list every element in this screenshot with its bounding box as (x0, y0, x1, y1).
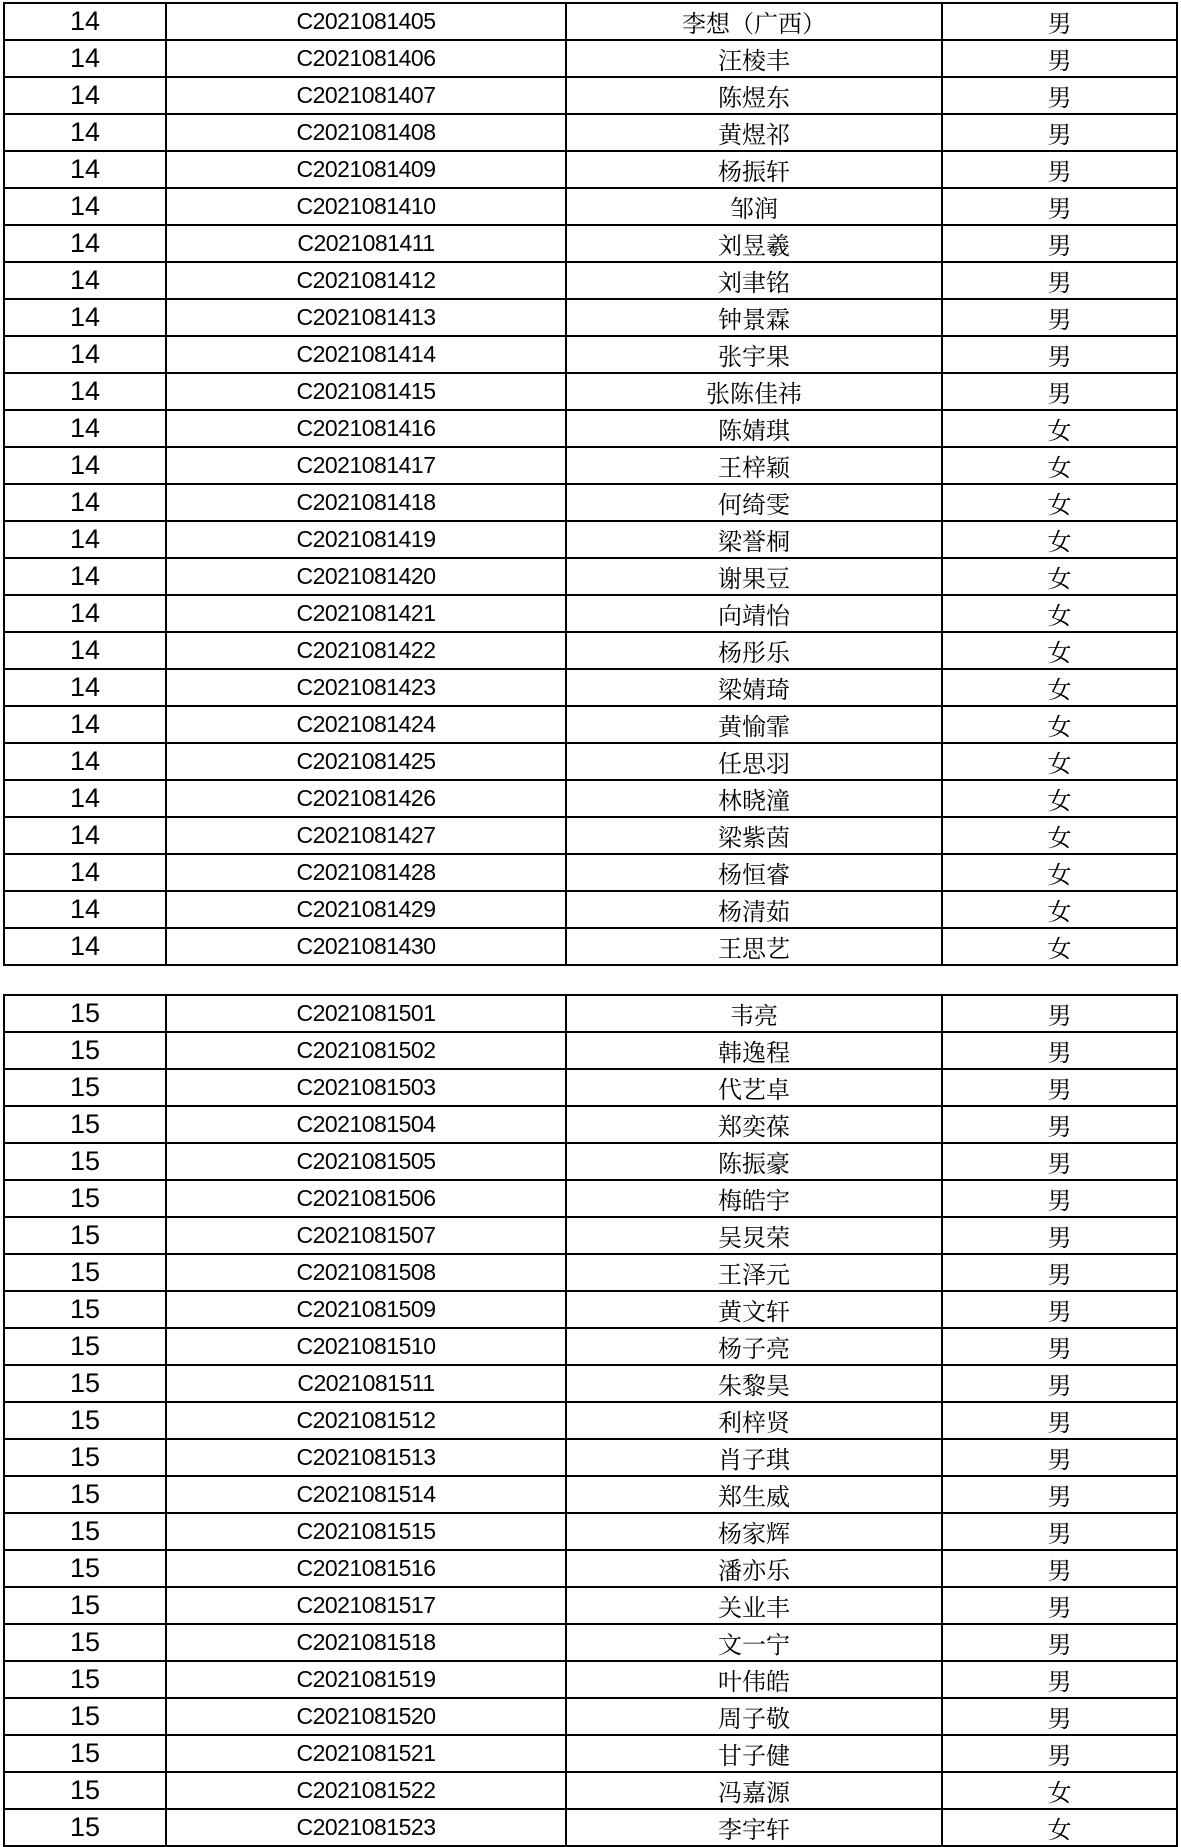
student-name-cell: 梅皓宇 (566, 1180, 942, 1217)
gender-cell: 女 (942, 706, 1177, 743)
gender-cell: 男 (942, 336, 1177, 373)
class-cell: 15 (4, 1069, 166, 1106)
table-row (4, 1180, 1177, 1217)
table-row (4, 558, 1177, 595)
gender-cell: 男 (942, 1106, 1177, 1143)
gender-cell: 女 (942, 632, 1177, 669)
gender-cell: 男 (942, 1032, 1177, 1069)
student-name-cell: 韩逸程 (566, 1032, 942, 1069)
student-id-cell: C2021081422 (166, 632, 566, 669)
table-row (4, 1661, 1177, 1698)
table-row (4, 1513, 1177, 1550)
class-cell: 15 (4, 1328, 166, 1365)
gender-cell: 女 (942, 484, 1177, 521)
class-cell: 14 (4, 77, 166, 114)
student-id-cell: C2021081427 (166, 817, 566, 854)
table-row (4, 1698, 1177, 1735)
student-id-cell: C2021081513 (166, 1439, 566, 1476)
student-id-cell: C2021081522 (166, 1772, 566, 1809)
student-id-cell: C2021081407 (166, 77, 566, 114)
student-id-cell: C2021081410 (166, 188, 566, 225)
table-row (4, 1624, 1177, 1661)
student-id-cell: C2021081508 (166, 1254, 566, 1291)
student-name-cell: 利梓贤 (566, 1402, 942, 1439)
gender-cell: 男 (942, 1698, 1177, 1735)
class-cell: 14 (4, 595, 166, 632)
gender-cell: 女 (942, 447, 1177, 484)
student-name-cell: 梁婧琦 (566, 669, 942, 706)
student-id-cell: C2021081515 (166, 1513, 566, 1550)
table-row (4, 706, 1177, 743)
class-cell: 15 (4, 1439, 166, 1476)
class-cell: 14 (4, 225, 166, 262)
table-row (4, 1032, 1177, 1069)
class-cell: 14 (4, 558, 166, 595)
student-name-cell: 梁誉桐 (566, 521, 942, 558)
class-cell: 15 (4, 1513, 166, 1550)
student-name-cell: 杨恒睿 (566, 854, 942, 891)
roster-table-body (4, 3, 1177, 965)
class-cell: 15 (4, 1809, 166, 1846)
table-row (4, 3, 1177, 40)
table-row (4, 1587, 1177, 1624)
table-row (4, 447, 1177, 484)
gender-cell: 男 (942, 299, 1177, 336)
class-cell: 14 (4, 632, 166, 669)
gender-cell: 女 (942, 595, 1177, 632)
student-name-cell: 向靖怡 (566, 595, 942, 632)
class-cell: 14 (4, 188, 166, 225)
student-id-cell: C2021081415 (166, 373, 566, 410)
student-id-cell: C2021081409 (166, 151, 566, 188)
student-id-cell: C2021081418 (166, 484, 566, 521)
gender-cell: 女 (942, 928, 1177, 965)
student-id-cell: C2021081417 (166, 447, 566, 484)
class-cell: 14 (4, 373, 166, 410)
student-name-cell: 梁紫茵 (566, 817, 942, 854)
table-row (4, 151, 1177, 188)
gender-cell: 男 (942, 1365, 1177, 1402)
student-name-cell: 文一宁 (566, 1624, 942, 1661)
class-cell: 15 (4, 1180, 166, 1217)
gender-cell: 男 (942, 114, 1177, 151)
gender-cell: 女 (942, 410, 1177, 447)
student-id-cell: C2021081512 (166, 1402, 566, 1439)
class-cell: 14 (4, 299, 166, 336)
student-name-cell: 林晓潼 (566, 780, 942, 817)
class-cell: 14 (4, 780, 166, 817)
table-row (4, 1217, 1177, 1254)
table-row (4, 188, 1177, 225)
table-row (4, 225, 1177, 262)
student-name-cell: 刘昱羲 (566, 225, 942, 262)
gender-cell: 男 (942, 225, 1177, 262)
student-id-cell: C2021081421 (166, 595, 566, 632)
class-cell: 15 (4, 1291, 166, 1328)
student-name-cell: 张宇果 (566, 336, 942, 373)
gender-cell: 女 (942, 1772, 1177, 1809)
student-id-cell: C2021081511 (166, 1365, 566, 1402)
student-name-cell: 肖子琪 (566, 1439, 942, 1476)
student-id-cell: C2021081510 (166, 1328, 566, 1365)
table-row (4, 595, 1177, 632)
class-cell: 14 (4, 817, 166, 854)
gender-cell: 男 (942, 151, 1177, 188)
gender-cell: 男 (942, 1550, 1177, 1587)
student-id-cell: C2021081420 (166, 558, 566, 595)
gender-cell: 男 (942, 1587, 1177, 1624)
student-name-cell: 李想（广西） (566, 3, 942, 40)
student-name-cell: 王泽元 (566, 1254, 942, 1291)
class-cell: 15 (4, 1550, 166, 1587)
table-row (4, 484, 1177, 521)
gender-cell: 女 (942, 817, 1177, 854)
table-row (4, 1550, 1177, 1587)
class-cell: 15 (4, 1476, 166, 1513)
student-name-cell: 吴炅荣 (566, 1217, 942, 1254)
student-id-cell: C2021081503 (166, 1069, 566, 1106)
student-name-cell: 陈婧琪 (566, 410, 942, 447)
class-cell: 15 (4, 995, 166, 1032)
student-name-cell: 朱黎昊 (566, 1365, 942, 1402)
gender-cell: 男 (942, 1735, 1177, 1772)
table-row (4, 1254, 1177, 1291)
roster-table-class-15 (3, 994, 1178, 1847)
table-row (4, 669, 1177, 706)
student-name-cell: 杨清茹 (566, 891, 942, 928)
table-row (4, 1365, 1177, 1402)
gender-cell: 男 (942, 1180, 1177, 1217)
table-row (4, 995, 1177, 1032)
student-name-cell: 何绮雯 (566, 484, 942, 521)
student-id-cell: C2021081519 (166, 1661, 566, 1698)
gender-cell: 女 (942, 780, 1177, 817)
student-id-cell: C2021081419 (166, 521, 566, 558)
student-name-cell: 杨彤乐 (566, 632, 942, 669)
table-row (4, 299, 1177, 336)
student-name-cell: 代艺卓 (566, 1069, 942, 1106)
class-cell: 14 (4, 447, 166, 484)
roster-table-class-14 (3, 2, 1178, 966)
gender-cell: 男 (942, 1143, 1177, 1180)
student-name-cell: 谢果豆 (566, 558, 942, 595)
gender-cell: 女 (942, 743, 1177, 780)
student-id-cell: C2021081424 (166, 706, 566, 743)
student-id-cell: C2021081406 (166, 40, 566, 77)
student-name-cell: 刘聿铭 (566, 262, 942, 299)
table-row (4, 1772, 1177, 1809)
gender-cell: 男 (942, 262, 1177, 299)
class-cell: 14 (4, 40, 166, 77)
student-id-cell: C2021081413 (166, 299, 566, 336)
table-row (4, 1328, 1177, 1365)
class-cell: 15 (4, 1772, 166, 1809)
gender-cell: 男 (942, 1217, 1177, 1254)
student-id-cell: C2021081518 (166, 1624, 566, 1661)
class-cell: 14 (4, 891, 166, 928)
student-id-cell: C2021081501 (166, 995, 566, 1032)
gender-cell: 男 (942, 1624, 1177, 1661)
class-cell: 14 (4, 3, 166, 40)
gender-cell: 男 (942, 1254, 1177, 1291)
student-name-cell: 叶伟皓 (566, 1661, 942, 1698)
table-row (4, 1143, 1177, 1180)
table-row (4, 1402, 1177, 1439)
table-row (4, 114, 1177, 151)
student-id-cell: C2021081509 (166, 1291, 566, 1328)
student-id-cell: C2021081428 (166, 854, 566, 891)
gender-cell: 男 (942, 40, 1177, 77)
table-row (4, 1809, 1177, 1846)
table-row (4, 1291, 1177, 1328)
student-name-cell: 黄煜祁 (566, 114, 942, 151)
student-name-cell: 李宇轩 (566, 1809, 942, 1846)
class-cell: 15 (4, 1217, 166, 1254)
table-row (4, 1106, 1177, 1143)
student-id-cell: C2021081423 (166, 669, 566, 706)
student-id-cell: C2021081507 (166, 1217, 566, 1254)
class-cell: 14 (4, 854, 166, 891)
student-name-cell: 甘子健 (566, 1735, 942, 1772)
class-cell: 14 (4, 928, 166, 965)
student-id-cell: C2021081405 (166, 3, 566, 40)
gender-cell: 男 (942, 1513, 1177, 1550)
gender-cell: 男 (942, 3, 1177, 40)
student-id-cell: C2021081411 (166, 225, 566, 262)
student-name-cell: 陈振豪 (566, 1143, 942, 1180)
table-row (4, 1439, 1177, 1476)
table-row (4, 410, 1177, 447)
table-row (4, 780, 1177, 817)
student-id-cell: C2021081425 (166, 743, 566, 780)
student-id-cell: C2021081506 (166, 1180, 566, 1217)
gender-cell: 男 (942, 1402, 1177, 1439)
student-id-cell: C2021081521 (166, 1735, 566, 1772)
class-cell: 15 (4, 1698, 166, 1735)
student-id-cell: C2021081426 (166, 780, 566, 817)
student-id-cell: C2021081412 (166, 262, 566, 299)
student-name-cell: 陈煜东 (566, 77, 942, 114)
student-name-cell: 郑生威 (566, 1476, 942, 1513)
class-cell: 15 (4, 1106, 166, 1143)
student-name-cell: 任思羽 (566, 743, 942, 780)
gender-cell: 男 (942, 77, 1177, 114)
table-row (4, 1069, 1177, 1106)
class-cell: 14 (4, 262, 166, 299)
student-id-cell: C2021081502 (166, 1032, 566, 1069)
gender-cell: 女 (942, 669, 1177, 706)
student-name-cell: 杨子亮 (566, 1328, 942, 1365)
table-row (4, 891, 1177, 928)
class-cell: 15 (4, 1624, 166, 1661)
student-name-cell: 黄文轩 (566, 1291, 942, 1328)
table-row (4, 928, 1177, 965)
student-name-cell: 王梓颖 (566, 447, 942, 484)
gender-cell: 女 (942, 854, 1177, 891)
gender-cell: 男 (942, 1291, 1177, 1328)
table-row (4, 632, 1177, 669)
student-id-cell: C2021081517 (166, 1587, 566, 1624)
class-cell: 15 (4, 1143, 166, 1180)
class-cell: 14 (4, 743, 166, 780)
student-name-cell: 杨家辉 (566, 1513, 942, 1550)
student-id-cell: C2021081514 (166, 1476, 566, 1513)
student-name-cell: 钟景霖 (566, 299, 942, 336)
class-cell: 14 (4, 151, 166, 188)
gender-cell: 男 (942, 1328, 1177, 1365)
class-cell: 15 (4, 1032, 166, 1069)
table-row (4, 1735, 1177, 1772)
class-cell: 15 (4, 1254, 166, 1291)
student-id-cell: C2021081429 (166, 891, 566, 928)
gender-cell: 男 (942, 373, 1177, 410)
class-cell: 15 (4, 1735, 166, 1772)
table-row (4, 40, 1177, 77)
class-cell: 14 (4, 410, 166, 447)
table-row (4, 1476, 1177, 1513)
student-name-cell: 关业丰 (566, 1587, 942, 1624)
gender-cell: 男 (942, 1661, 1177, 1698)
student-id-cell: C2021081520 (166, 1698, 566, 1735)
student-name-cell: 杨振轩 (566, 151, 942, 188)
student-name-cell: 汪棱丰 (566, 40, 942, 77)
student-id-cell: C2021081430 (166, 928, 566, 965)
table-row (4, 521, 1177, 558)
student-name-cell: 黄愉霏 (566, 706, 942, 743)
class-cell: 15 (4, 1587, 166, 1624)
class-cell: 14 (4, 706, 166, 743)
class-cell: 14 (4, 669, 166, 706)
student-id-cell: C2021081408 (166, 114, 566, 151)
class-cell: 14 (4, 484, 166, 521)
table-row (4, 262, 1177, 299)
gender-cell: 男 (942, 1069, 1177, 1106)
gender-cell: 男 (942, 1439, 1177, 1476)
student-name-cell: 张陈佳祎 (566, 373, 942, 410)
student-name-cell: 王思艺 (566, 928, 942, 965)
class-cell: 15 (4, 1661, 166, 1698)
gender-cell: 女 (942, 558, 1177, 595)
gender-cell: 女 (942, 1809, 1177, 1846)
student-name-cell: 郑奕葆 (566, 1106, 942, 1143)
class-cell: 14 (4, 521, 166, 558)
class-cell: 14 (4, 114, 166, 151)
student-id-cell: C2021081414 (166, 336, 566, 373)
gender-cell: 男 (942, 995, 1177, 1032)
table-row (4, 77, 1177, 114)
table-row (4, 817, 1177, 854)
student-id-cell: C2021081523 (166, 1809, 566, 1846)
student-id-cell: C2021081416 (166, 410, 566, 447)
student-name-cell: 潘亦乐 (566, 1550, 942, 1587)
class-cell: 15 (4, 1402, 166, 1439)
gender-cell: 男 (942, 188, 1177, 225)
student-id-cell: C2021081505 (166, 1143, 566, 1180)
gender-cell: 女 (942, 891, 1177, 928)
student-name-cell: 周子敬 (566, 1698, 942, 1735)
gender-cell: 男 (942, 1476, 1177, 1513)
student-id-cell: C2021081504 (166, 1106, 566, 1143)
student-id-cell: C2021081516 (166, 1550, 566, 1587)
table-row (4, 336, 1177, 373)
class-cell: 14 (4, 336, 166, 373)
student-name-cell: 韦亮 (566, 995, 942, 1032)
student-name-cell: 邹润 (566, 188, 942, 225)
table-row (4, 373, 1177, 410)
table-row (4, 743, 1177, 780)
gender-cell: 女 (942, 521, 1177, 558)
roster-table-body (4, 995, 1177, 1846)
table-row (4, 854, 1177, 891)
class-cell: 15 (4, 1365, 166, 1402)
student-name-cell: 冯嘉源 (566, 1772, 942, 1809)
